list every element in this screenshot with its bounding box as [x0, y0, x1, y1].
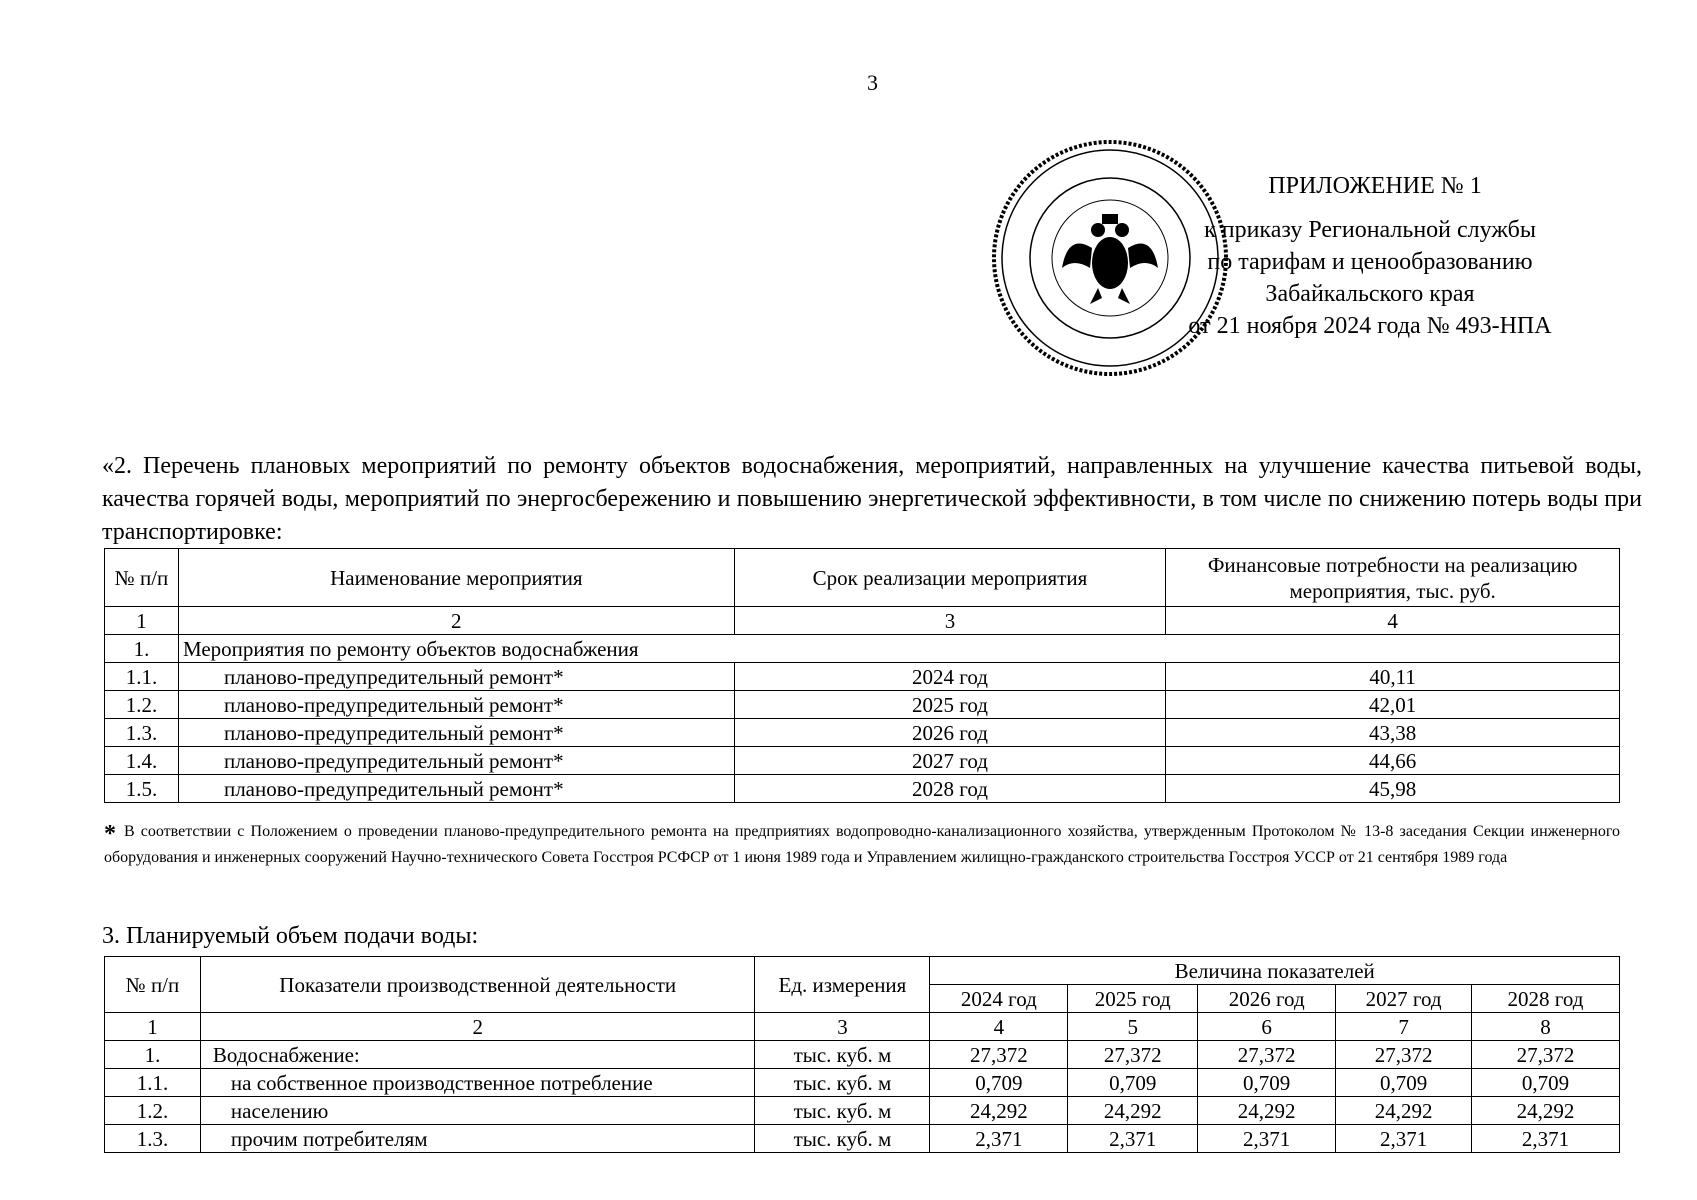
measure-name: планово-предупредительный ремонт*: [178, 747, 734, 775]
measure-amount: 40,11: [1166, 663, 1620, 691]
footnote-mark: *: [104, 821, 116, 847]
value-cell: 24,292: [1472, 1097, 1620, 1125]
header-cell: Финансовые потребности на реализацию мероприятия, тыс. руб.: [1166, 549, 1620, 607]
group-name: Мероприятия по ремонту объектов водоснабжения: [178, 635, 1619, 663]
header-cell: Показатели производственной деятельности: [200, 957, 755, 1013]
indicator-name: прочим потребителям: [200, 1125, 755, 1153]
column-number: 2: [178, 607, 734, 635]
measure-amount: 43,38: [1166, 719, 1620, 747]
measure-term: 2027 год: [734, 747, 1166, 775]
value-cell: 2,371: [1068, 1125, 1198, 1153]
appendix-line: от 21 ноября 2024 года № 493-НПА: [1188, 313, 1552, 339]
value-cell: 27,372: [1068, 1041, 1198, 1069]
measure-name: планово-предупредительный ремонт*: [178, 663, 734, 691]
value-cell: 24,292: [1198, 1097, 1336, 1125]
column-number: 1: [105, 1013, 201, 1041]
indicator-name: населению: [200, 1097, 755, 1125]
appendix-line: по тарифам и ценообразованию: [1207, 249, 1533, 275]
appendix-title: ПРИЛОЖЕНИЕ № 1: [1268, 173, 1482, 199]
table-row: [105, 635, 1620, 663]
value-cell: 0,709: [1336, 1069, 1472, 1097]
column-number: 8: [1472, 1013, 1620, 1041]
unit-cell: тыс. куб. м: [755, 1097, 930, 1125]
unit-cell: тыс. куб. м: [755, 1041, 930, 1069]
measure-name: планово-предупредительный ремонт*: [178, 719, 734, 747]
table-row: [105, 663, 1620, 691]
year-header: 2026 год: [1198, 985, 1336, 1013]
value-cell: 2,371: [930, 1125, 1068, 1153]
indicator-name: на собственное производственное потребление: [200, 1069, 755, 1097]
value-cell: 0,709: [930, 1069, 1068, 1097]
table-row: [105, 747, 1620, 775]
measure-amount: 45,98: [1166, 775, 1620, 803]
table-row: [105, 1125, 1620, 1153]
measure-term: 2026 год: [734, 719, 1166, 747]
header-cell: Ед. измерения: [755, 957, 930, 1013]
value-cell: 27,372: [1198, 1041, 1336, 1069]
section-2-heading: «2. Перечень плановых мероприятий по ремонту объектов водоснабжения, мероприятий, направленных на улучшение качества питьевой воды, качества горячей воды, мероприятий по энергосбережению и повышению энергетической эффективности, в том числе по снижению потерь воды при транспортировке:: [102, 453, 1642, 545]
row-number: 1.: [105, 1041, 201, 1069]
year-header: 2024 год: [930, 985, 1068, 1013]
column-number: 4: [930, 1013, 1068, 1041]
repair-measures-table: [104, 548, 1620, 803]
measure-name: планово-предупредительный ремонт*: [178, 775, 734, 803]
value-cell: 0,709: [1198, 1069, 1336, 1097]
header-cell: Срок реализации мероприятия: [734, 549, 1166, 607]
value-cell: 2,371: [1336, 1125, 1472, 1153]
measure-name: планово-предупредительный ремонт*: [178, 691, 734, 719]
header-cell: Наименование мероприятия: [178, 549, 734, 607]
value-cell: 0,709: [1068, 1069, 1198, 1097]
row-number: 1.4.: [105, 747, 179, 775]
measure-amount: 44,66: [1166, 747, 1620, 775]
value-cell: 0,709: [1472, 1069, 1620, 1097]
indicator-name: Водоснабжение:: [200, 1041, 755, 1069]
column-number: 6: [1198, 1013, 1336, 1041]
value-cell: 27,372: [1472, 1041, 1620, 1069]
header-cell: Величина показателей: [930, 957, 1620, 985]
column-number: 2: [200, 1013, 755, 1041]
header-cell: № п/п: [105, 957, 201, 1013]
row-number: 1.2.: [105, 1097, 201, 1125]
row-number: 1.3.: [105, 719, 179, 747]
column-number: 5: [1068, 1013, 1198, 1041]
measure-term: 2024 год: [734, 663, 1166, 691]
measure-term: 2028 год: [734, 775, 1166, 803]
measure-amount: 42,01: [1166, 691, 1620, 719]
table-row: [105, 719, 1620, 747]
appendix-line: Забайкальского края: [1265, 281, 1475, 307]
column-number: 7: [1336, 1013, 1472, 1041]
row-number: 1.1.: [105, 1069, 201, 1097]
value-cell: 2,371: [1198, 1125, 1336, 1153]
footnote-text: В соответствии с Положением о проведении планово-предупредительного ремонта на предприятиях водопроводно-канализационного хозяйства, утвержденным Протоколом № 13-8 заседания Секции инженерного оборудования и инженерных сооружений Научно-технического Совета Госстроя РСФСР от 1 июня 1989 года и Управлением жилищно-гражданского строительства Госстроя УССР от 21 сентября 1989 года: [104, 823, 1620, 866]
page-number: 3: [867, 70, 878, 95]
value-cell: 24,292: [1336, 1097, 1472, 1125]
column-number: 4: [1166, 607, 1620, 635]
value-cell: 27,372: [1336, 1041, 1472, 1069]
column-number: 3: [734, 607, 1166, 635]
row-number: 1.: [105, 635, 179, 663]
header-cell: № п/п: [105, 549, 179, 607]
value-cell: 27,372: [930, 1041, 1068, 1069]
measure-term: 2025 год: [734, 691, 1166, 719]
table-row: [105, 691, 1620, 719]
column-number: 3: [755, 1013, 930, 1041]
section-3-heading: 3. Планируемый объем подачи воды:: [102, 923, 479, 949]
year-header: 2025 год: [1068, 985, 1198, 1013]
table-row: [105, 1069, 1620, 1097]
row-number: 1.1.: [105, 663, 179, 691]
column-number: 1: [105, 607, 179, 635]
table-row: [105, 775, 1620, 803]
value-cell: 2,371: [1472, 1125, 1620, 1153]
row-number: 1.2.: [105, 691, 179, 719]
unit-cell: тыс. куб. м: [755, 1125, 930, 1153]
table-row: [105, 1097, 1620, 1125]
year-header: 2028 год: [1472, 985, 1620, 1013]
appendix-line: к приказу Региональной службы: [1204, 217, 1536, 243]
appendix-block: [1140, 170, 1600, 342]
footnote: [104, 820, 1620, 870]
unit-cell: тыс. куб. м: [755, 1069, 930, 1097]
value-cell: 24,292: [930, 1097, 1068, 1125]
water-supply-volume-table: [104, 956, 1620, 1153]
value-cell: 24,292: [1068, 1097, 1198, 1125]
row-number: 1.3.: [105, 1125, 201, 1153]
table-row: [105, 1041, 1620, 1069]
year-header: 2027 год: [1336, 985, 1472, 1013]
row-number: 1.5.: [105, 775, 179, 803]
